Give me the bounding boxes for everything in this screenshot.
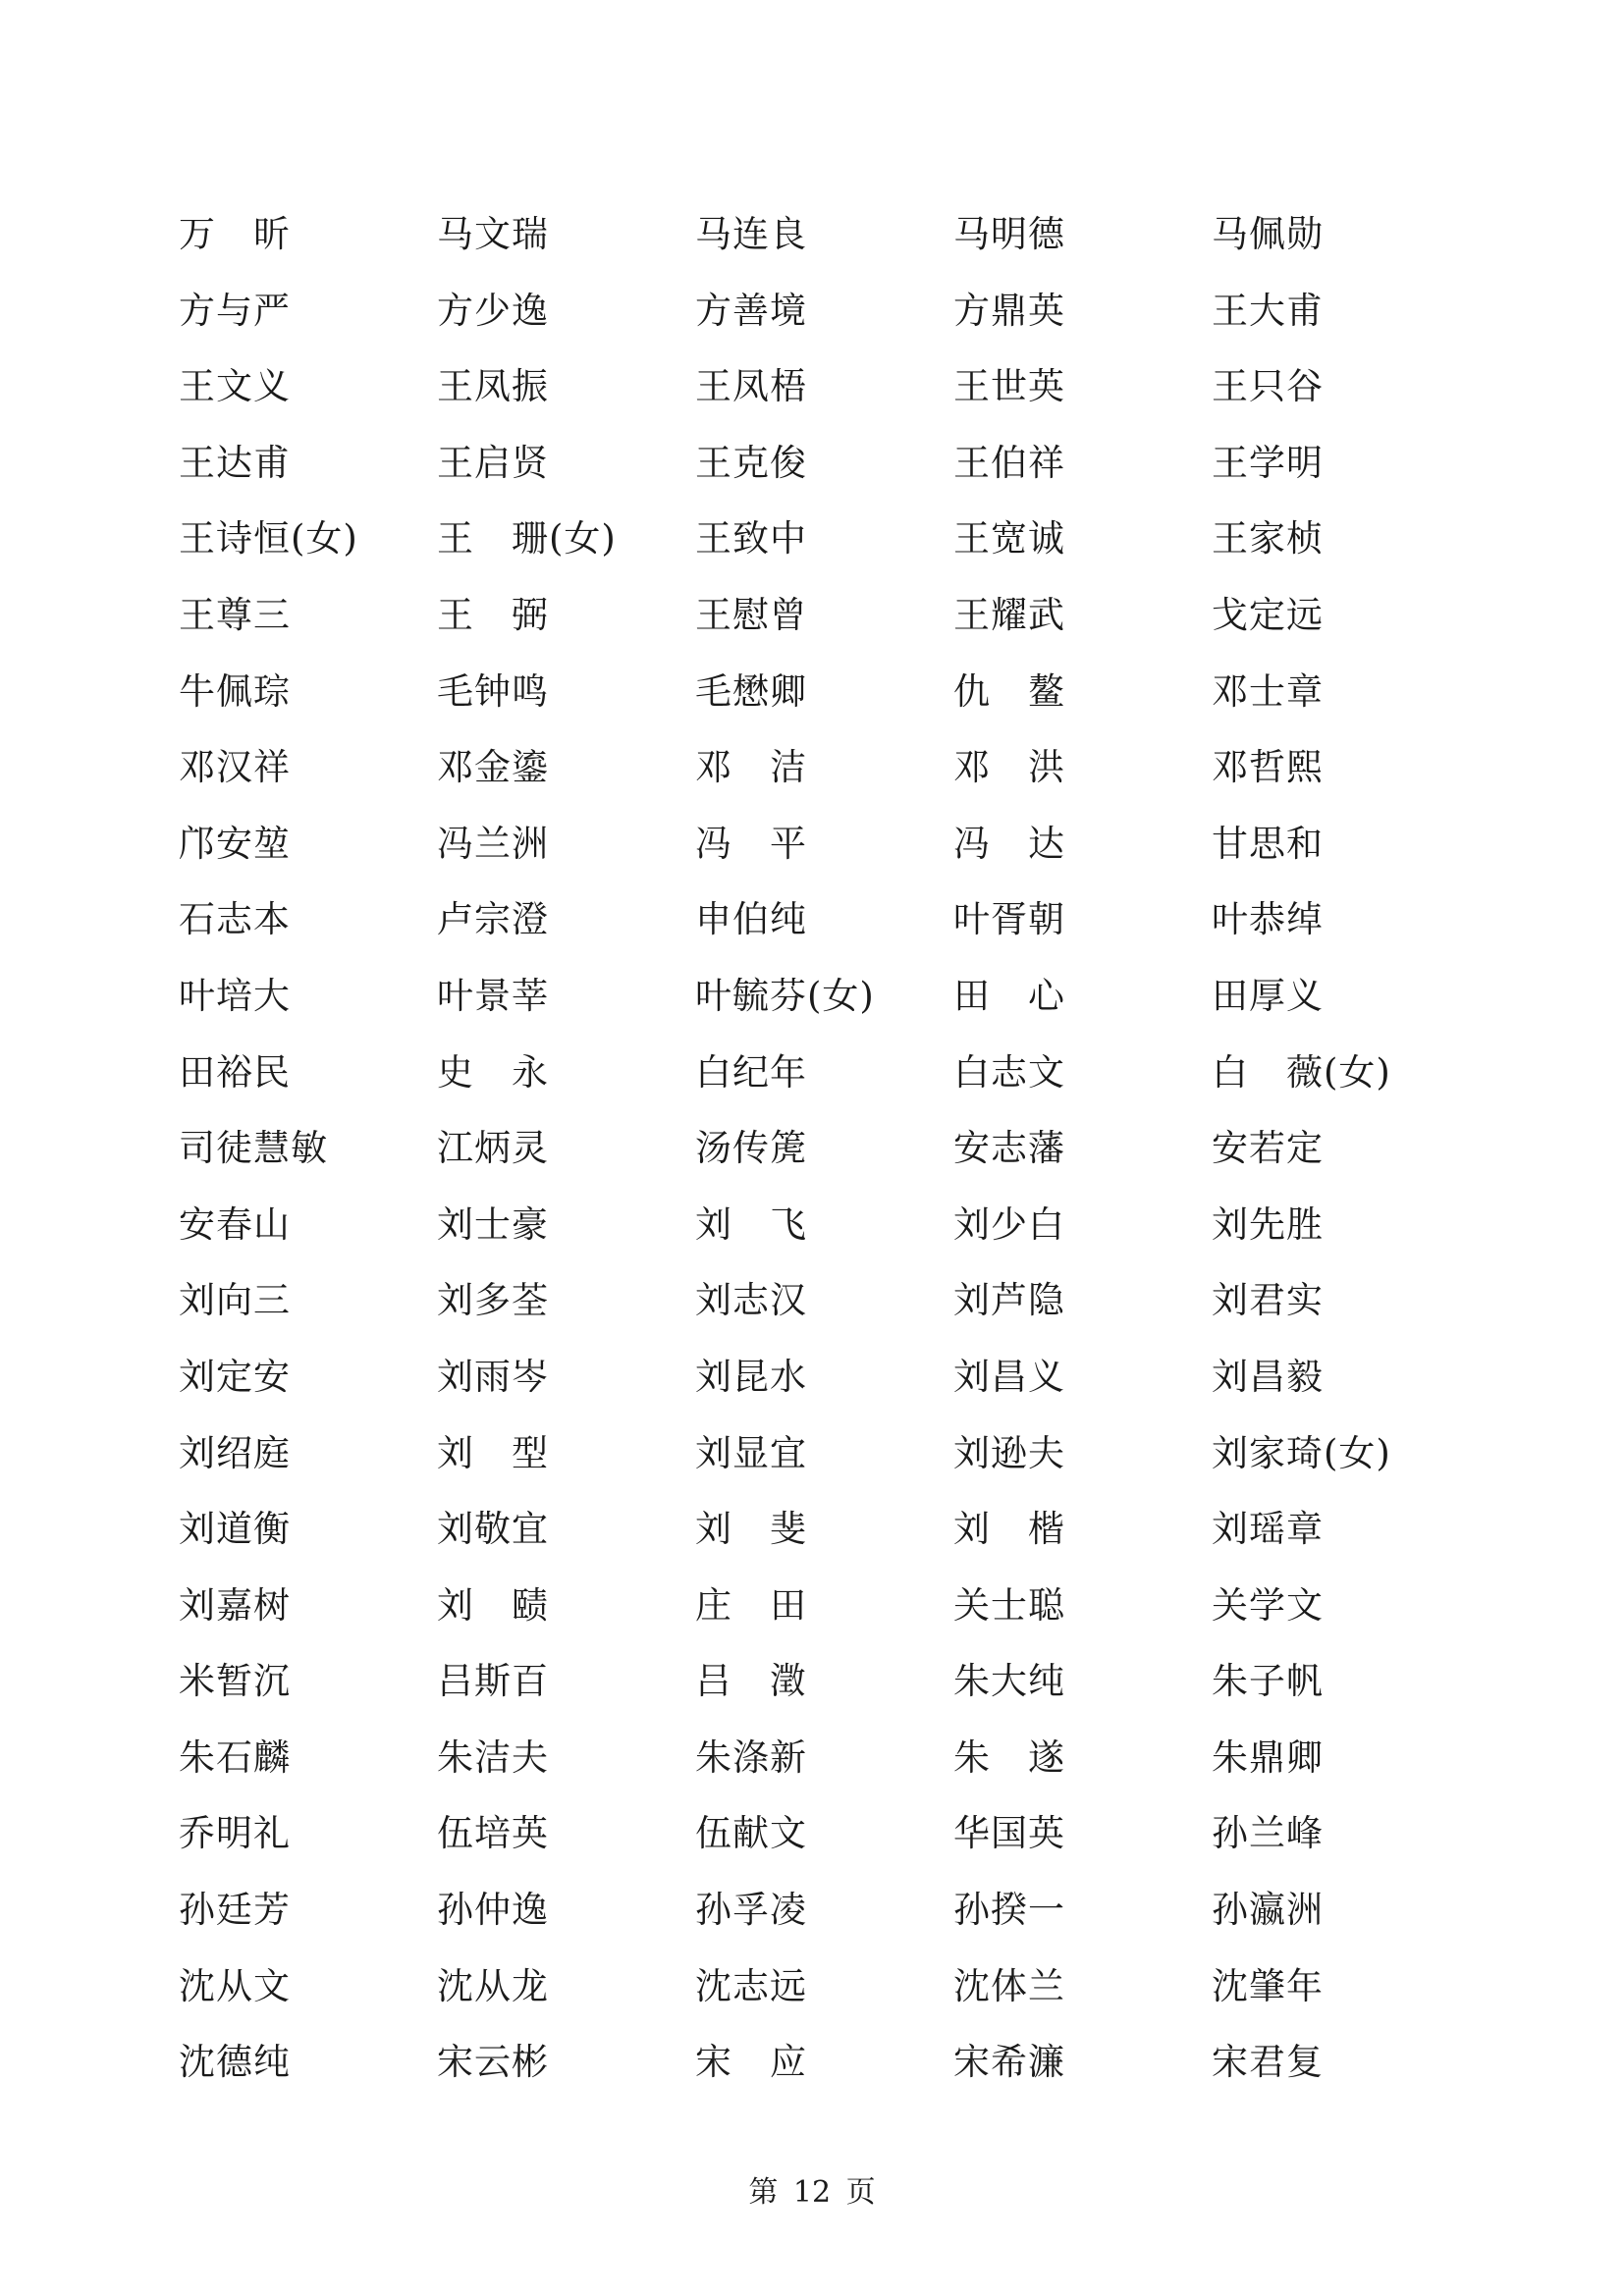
name-entry: 刘先胜 xyxy=(1212,1202,1324,1246)
names-list xyxy=(179,196,1475,2101)
name-entry: 刘士豪 xyxy=(437,1202,549,1246)
name-entry: 冯兰洲 xyxy=(437,822,549,865)
name-entry: 庄 田 xyxy=(695,1583,807,1627)
name-entry: 刘雨岑 xyxy=(437,1355,549,1398)
name-entry: 王克俊 xyxy=(695,441,807,484)
name-entry: 毛懋卿 xyxy=(695,669,807,713)
name-entry: 王只谷 xyxy=(1212,365,1324,408)
name-entry: 石志本 xyxy=(179,898,291,941)
name-entry: 刘 型 xyxy=(437,1431,549,1474)
name-entry: 王世英 xyxy=(953,365,1065,408)
name-entry: 朱石麟 xyxy=(179,1735,291,1779)
name-entry: 关士聪 xyxy=(953,1583,1065,1627)
name-entry: 刘家琦(女) xyxy=(1212,1431,1391,1474)
name-entry: 刘少白 xyxy=(953,1202,1065,1246)
name-entry: 沈志远 xyxy=(695,1964,807,2007)
name-entry: 孙揆一 xyxy=(953,1889,1065,1932)
name-entry: 王学明 xyxy=(1212,441,1324,484)
name-entry: 王家桢 xyxy=(1212,517,1324,561)
name-entry: 王耀武 xyxy=(953,593,1065,636)
name-entry: 刘定安 xyxy=(179,1355,291,1398)
name-entry: 沈体兰 xyxy=(953,1964,1065,2007)
name-entry: 江炳灵 xyxy=(437,1127,549,1170)
name-entry: 方善境 xyxy=(695,289,807,332)
name-entry: 王尊三 xyxy=(179,593,291,636)
name-entry: 刘道衡 xyxy=(179,1508,291,1551)
name-entry: 刘 斐 xyxy=(695,1508,807,1551)
name-entry: 刘君实 xyxy=(1212,1279,1324,1322)
name-entry: 邓士章 xyxy=(1212,669,1324,713)
name-entry: 白志文 xyxy=(953,1050,1065,1094)
name-entry: 王 弼 xyxy=(437,593,549,636)
name-entry: 宋君复 xyxy=(1212,2041,1324,2084)
page-number: 第 12 页 xyxy=(748,2175,876,2210)
name-entry: 刘昆水 xyxy=(695,1355,807,1398)
name-entry: 刘志汉 xyxy=(695,1279,807,1322)
name-entry: 叶景莘 xyxy=(437,974,549,1017)
name-entry: 刘敬宜 xyxy=(437,1508,549,1551)
name-entry: 田裕民 xyxy=(179,1050,291,1094)
name-entry: 王达甫 xyxy=(179,441,291,484)
name-entry: 邝安堃 xyxy=(179,822,291,865)
name-entry: 汤传箎 xyxy=(695,1127,807,1170)
name-entry: 刘嘉树 xyxy=(179,1583,291,1627)
name-entry: 叶胥朝 xyxy=(953,898,1065,941)
name-entry: 司徒慧敏 xyxy=(179,1127,328,1170)
name-entry: 刘绍庭 xyxy=(179,1431,291,1474)
name-entry: 马佩勋 xyxy=(1212,213,1324,255)
name-entry: 孙仲逸 xyxy=(437,1889,549,1932)
name-entry: 孙瀛洲 xyxy=(1212,1889,1324,1932)
name-entry: 安春山 xyxy=(179,1202,291,1246)
name-entry: 王大甫 xyxy=(1212,289,1324,332)
name-entry: 伍献文 xyxy=(695,1812,807,1855)
name-entry: 宋云彬 xyxy=(437,2041,549,2084)
name-entry: 申伯纯 xyxy=(695,898,807,941)
name-entry: 刘芦隐 xyxy=(953,1279,1065,1322)
name-entry: 朱鼎卿 xyxy=(1212,1735,1324,1779)
name-entry: 米暂沉 xyxy=(179,1660,291,1703)
name-entry: 沈德纯 xyxy=(179,2041,291,2084)
name-entry: 刘 飞 xyxy=(695,1202,807,1246)
name-entry: 邓 洁 xyxy=(695,746,807,789)
name-entry: 马连良 xyxy=(695,213,807,255)
name-entry: 安志藩 xyxy=(953,1127,1065,1170)
name-entry: 仇 鳌 xyxy=(953,669,1065,713)
name-entry: 马文瑞 xyxy=(437,213,549,255)
name-entry: 孙兰峰 xyxy=(1212,1812,1324,1855)
name-entry: 方少逸 xyxy=(437,289,549,332)
name-entry: 朱涤新 xyxy=(695,1735,807,1779)
name-entry: 沈肇年 xyxy=(1212,1964,1324,2007)
name-entry: 刘多荃 xyxy=(437,1279,549,1322)
name-entry: 朱洁夫 xyxy=(437,1735,549,1779)
name-entry: 华国英 xyxy=(953,1812,1065,1855)
name-entry: 刘显宜 xyxy=(695,1431,807,1474)
name-entry: 白 薇(女) xyxy=(1212,1050,1391,1094)
name-entry: 方与严 xyxy=(179,289,291,332)
name-entry: 刘瑶章 xyxy=(1212,1508,1324,1551)
name-entry: 刘 赜 xyxy=(437,1583,549,1627)
name-entry: 刘昌义 xyxy=(953,1355,1065,1398)
name-entry: 戈定远 xyxy=(1212,593,1324,636)
name-entry: 王 珊(女) xyxy=(437,517,617,561)
name-entry: 乔明礼 xyxy=(179,1812,291,1855)
name-entry: 伍培英 xyxy=(437,1812,549,1855)
name-entry: 王凤振 xyxy=(437,365,549,408)
name-entry: 田 心 xyxy=(953,974,1065,1017)
name-entry: 田厚义 xyxy=(1212,974,1324,1017)
name-entry: 牛佩琮 xyxy=(179,669,291,713)
name-entry: 沈从龙 xyxy=(437,1964,549,2007)
name-entry: 刘 楷 xyxy=(953,1508,1065,1551)
name-entry: 沈从文 xyxy=(179,1964,291,2007)
name-entry: 邓金鎏 xyxy=(437,746,549,789)
name-entry: 王凤梧 xyxy=(695,365,807,408)
name-entry: 甘思和 xyxy=(1212,822,1324,865)
name-entry: 王诗恒(女) xyxy=(179,517,358,561)
name-entry: 王宽诚 xyxy=(953,517,1065,561)
name-entry: 朱子帆 xyxy=(1212,1660,1324,1703)
name-entry: 叶毓芬(女) xyxy=(695,974,875,1017)
name-entry: 刘向三 xyxy=(179,1279,291,1322)
name-entry: 马明德 xyxy=(953,213,1065,255)
name-entry: 王文义 xyxy=(179,365,291,408)
name-entry: 邓 洪 xyxy=(953,746,1065,789)
name-entry: 白纪年 xyxy=(695,1050,807,1094)
name-entry: 叶恭绰 xyxy=(1212,898,1324,941)
name-entry: 万 昕 xyxy=(179,213,291,255)
name-entry: 卢宗澄 xyxy=(437,898,549,941)
name-entry: 孙廷芳 xyxy=(179,1889,291,1932)
name-entry: 安若定 xyxy=(1212,1127,1324,1170)
name-entry: 吕 澂 xyxy=(695,1660,807,1703)
name-entry: 史 永 xyxy=(437,1050,549,1094)
name-entry: 刘逊夫 xyxy=(953,1431,1065,1474)
name-entry: 刘昌毅 xyxy=(1212,1355,1324,1398)
name-entry: 宋 应 xyxy=(695,2041,807,2084)
name-entry: 孙孚凌 xyxy=(695,1889,807,1932)
name-entry: 王启贤 xyxy=(437,441,549,484)
name-entry: 朱 遂 xyxy=(953,1735,1065,1779)
name-entry: 宋希濂 xyxy=(953,2041,1065,2084)
name-entry: 方鼎英 xyxy=(953,289,1065,332)
name-entry: 王慰曾 xyxy=(695,593,807,636)
name-entry: 关学文 xyxy=(1212,1583,1324,1627)
name-entry: 王致中 xyxy=(695,517,807,561)
name-entry: 冯 平 xyxy=(695,822,807,865)
name-entry: 王伯祥 xyxy=(953,441,1065,484)
name-entry: 朱大纯 xyxy=(953,1660,1065,1703)
name-entry: 吕斯百 xyxy=(437,1660,549,1703)
name-entry: 邓汉祥 xyxy=(179,746,291,789)
name-entry: 邓哲熙 xyxy=(1212,746,1324,789)
name-entry: 毛钟鸣 xyxy=(437,669,549,713)
name-entry: 冯 达 xyxy=(953,822,1065,865)
name-entry: 叶培大 xyxy=(179,974,291,1017)
